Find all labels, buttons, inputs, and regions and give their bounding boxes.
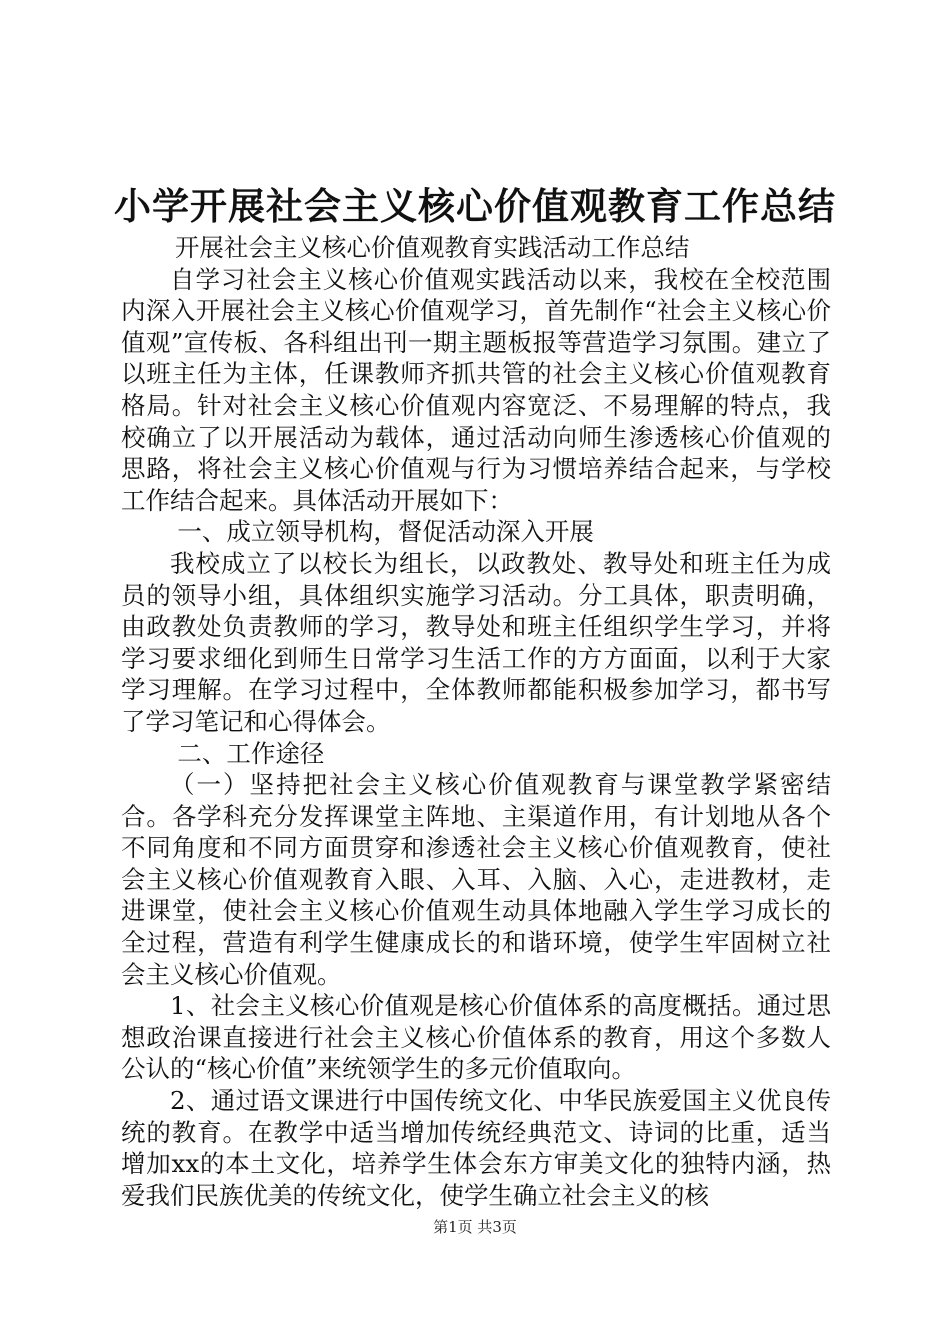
document-body [121,232,831,1211]
section-heading-2: 二、工作途径 [177,738,325,768]
paragraph-intro: 自学习社会主义核心价值观实践活动以来，我校在全校范围内深入开展社会主义核心价值观学习，首先制作“社会主义核心价值观”宣传板、各科组出刊一期主题板报等营造学习氛围。建立了以班主任为主体，任课教师齐抓共管的社会主义核心价值观教育格局。针对社会主义核心价值观内容宽泛、不易理解的特点，我校确立了以开展活动为载体，通过活动向师生渗透核心价值观的思路，将社会主义核心价值观与行为习惯培养结合起来，与学校工作结合起来。具体活动开展如下： [121,264,831,515]
paragraph-classroom: （一）坚持把社会主义核心价值观教育与课堂教学紧密结合。各学科充分发挥课堂主阵地、主渠道作用，有计划地从各个不同角度和不同方面贯穿和渗透社会主义核心价值观教育，使社会主义核心价值观教育入眼、入耳、入脑、入心，走进教材，走进课堂，使社会主义核心价值观生动具体地融入学生学习成长的全过程，营造有利学生健康成长的和谐环境，使学生牢固树立社会主义核心价值观。 [121,770,831,989]
document-subtitle: 开展社会主义核心价值观教育实践活动工作总结 [174,233,690,262]
paragraph-leadership: 我校成立了以校长为组长，以政教处、教导处和班主任为成员的领导小组，具体组织实施学习活动。分工具体，职责明确，由政教处负责教师的学习，教导处和班主任组织学生学习，并将学习要求细化到师生日常学习生活工作的方方面面，以利于大家学习理解。在学习过程中，全体教师都能积极参加学习，都书写了学习笔记和心得体会。 [121,548,831,736]
paragraph-item-2: 2、通过语文课进行中国传统文化、中华民族爱国主义优良传统的教育。在教学中适当增加传统经典范文、诗词的比重，适当增加xx的本土文化，培养学生体会东方审美文化的独特内涵，热爱我们民族优美的传统文化，使学生确立社会主义的核 [121,1086,831,1210]
page-footer: 第1页 共3页 [433,1218,517,1236]
document-title: 小学开展社会主义核心价值观教育工作总结 [114,184,836,228]
section-heading-1: 一、成立领导机构，督促活动深入开展 [177,517,594,547]
paragraph-item-1: 1、社会主义核心价值观是核心价值体系的高度概括。通过思想政治课直接进行社会主义核心价值体系的教育，用这个多数人公认的“核心价值”来统领学生的多元价值取向。 [121,991,831,1084]
